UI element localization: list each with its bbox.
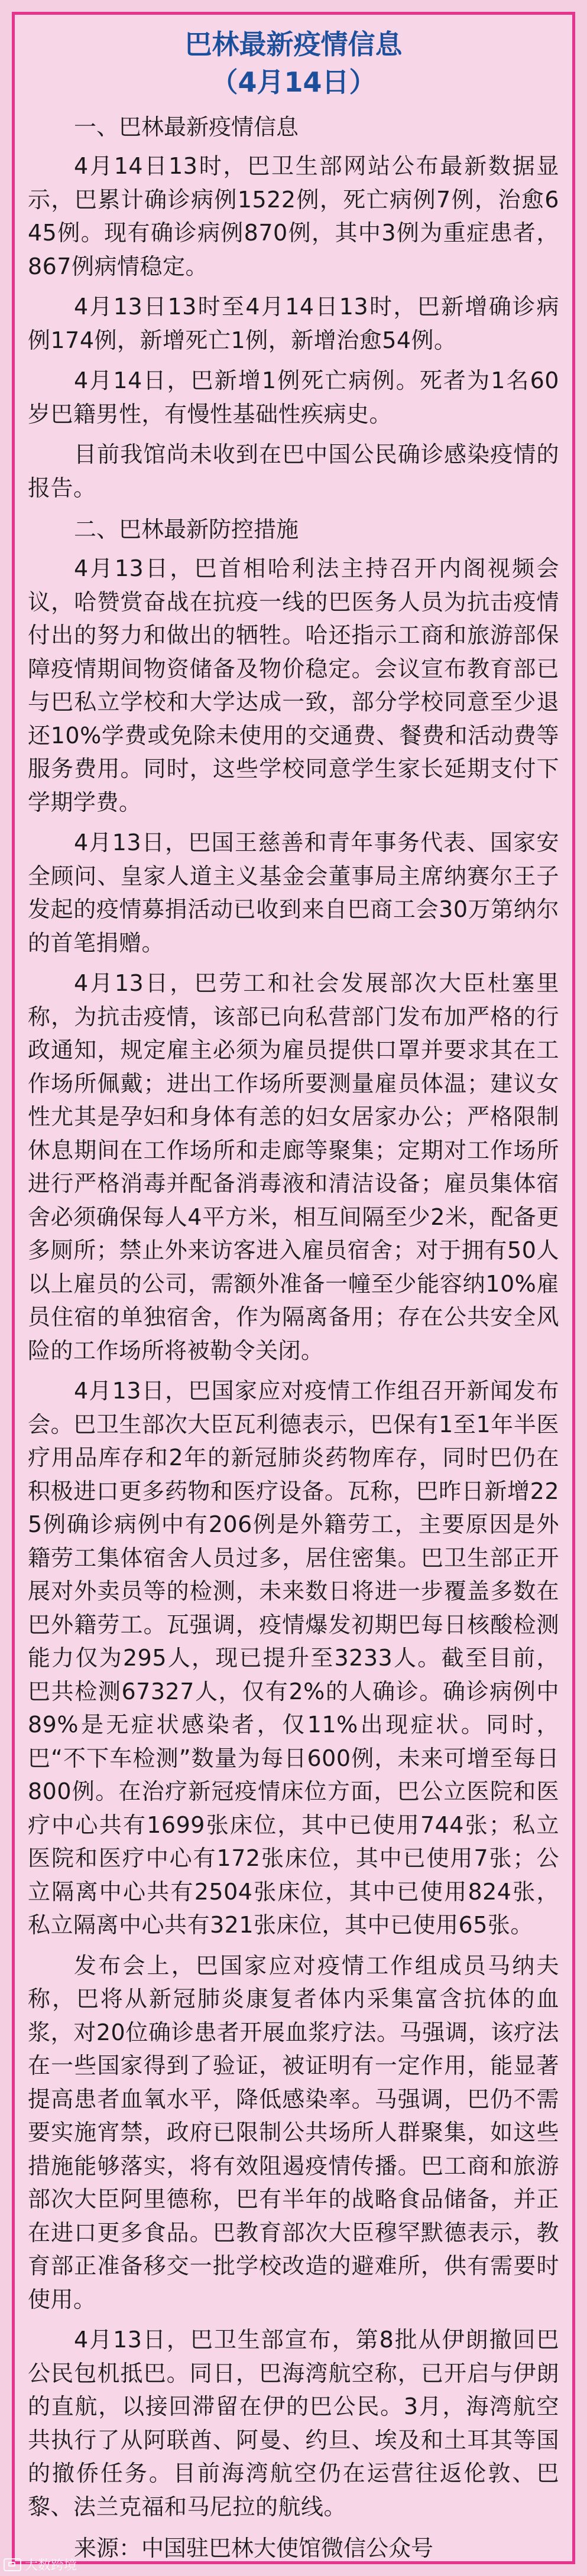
document-body: [28, 25, 559, 2561]
section-2-paragraph: 4月13日，巴国王慈善和青年事务代表、国家安全顾问、皇家人道主义基金会董事局主席纳赛尔王子发起的疫情募捐活动已收到来自巴商工会30万第纳尔的首笔捐赠。: [28, 830, 559, 956]
section-2-paragraph: 4月13日，巴首相哈利法主持召开内阁视频会议，哈赞赏奋战在抗疫一线的巴医务人员为抗击疫情付出的努力和做出的牺牲。哈还指示工商和旅游部保障疫情期间物资储备及物价稳定。会议宣布教育部已与巴私立学校和大学达成一致，部分学校同意至少退还10%学费或免除未使用的交通费、餐费和活动费等服务费用。同时，这些学校同意学生家长延期支付下学期学费。: [28, 555, 559, 815]
section-1-paragraph: 4月14日13时，巴卫生部网站公布最新数据显示，巴累计确诊病例1522例，死亡病例7例，治愈645例。现有确诊病例870例，其中3例为重症患者，867例病情稳定。: [28, 153, 559, 279]
watermark: [4, 2555, 77, 2574]
document-page: [12, 12, 575, 2564]
section-1-heading: 一、巴林最新疫情信息: [74, 114, 299, 140]
document-title: 巴林最新疫情信息: [184, 28, 403, 60]
section-2-paragraph: 4月13日，巴卫生部宣布，第8批从伊朗撤回巴公民包机抵巴。同日，巴海湾航空称，已开启与伊朗的直航，以接回滞留在伊的巴公民。3月，海湾航空共执行了从阿联酋、阿曼、约旦、埃及和土耳其等国的撤侨任务。目前海湾航空仍在运营往返伦敦、巴黎、法兰克福和马尼拉的航线。: [28, 2327, 559, 2520]
section-2-paragraph: 发布会上，巴国家应对疫情工作组成员马纳夫称，巴将从新冠肺炎康复者体内采集富含抗体的血浆，对20位确诊患者开展血浆疗法。马强调，该疗法在一些国家得到了验证，被证明有一定作用，能显著提高患者血氧水平，降低感染率。马强调，巴仍不需要实施宵禁，政府已限制公共场所人群聚集，如这些措施能够落实，将有效阻遏疫情传播。巴工商和旅游部次大臣阿里德称，巴有半年的战略食品储备，并正在进口更多食品。巴教育部次大臣穆罕默德表示，教育部正准备移交一批学校改造的避难所，供有需要时使用。: [28, 1952, 559, 2312]
document-date: （4月14日）: [210, 66, 377, 98]
section-1-paragraph: 4月14日，巴新增1例死亡病例。死者为1名60岁巴籍男性，有慢性基础性疾病史。: [28, 367, 559, 427]
section-2-paragraph: 4月13日，巴劳工和社会发展部次大臣杜塞里称，为抗击疫情，该部已向私营部门发布加严格的行政通知，规定雇主必须为雇员提供口罩并要求其在工作场所佩戴；进出工作场所要测量雇员体温；建议女性尤其是孕妇和身体有恙的妇女居家办公；严格限制休息期间在工作场所和走廊等聚集；定期对工作场所进行严格消毒并配备消毒液和清洁设备；雇员集体宿舍必须确保每人4平方米，相互间隔至少2米，配备更多厕所；禁止外来访客进入雇员宿舍；对于拥有50人以上雇员的公司，需额外准备一幢至少能容纳10%雇员住宿的单独宿舍，作为隔离备用；存在公共安全风险的工作场所将被勒令关闭。: [28, 970, 559, 1364]
section-1-paragraph: 目前我馆尚未收到在巴中国公民确诊感染疫情的报告。: [28, 441, 559, 501]
watermark-text: 大数跨境: [25, 2558, 77, 2573]
section-2-paragraph: 4月13日，巴国家应对疫情工作组召开新闻发布会。巴卫生部次大臣瓦利德表示，巴保有1至1年半医疗用品库存和2年的新冠肺炎药物库存，同时巴仍在积极进口更多药物和医疗设备。瓦称，巴昨日新增225例确诊病例中有206例是外籍劳工，主要原因是外籍劳工集体宿舍人员过多，居住密集。巴卫生部正开展对外卖员等的检测，未来数日将进一步覆盖多数在巴外籍劳工。瓦强调，疫情爆发初期巴每日核酸检测能力仅为295人，现已提升至3233人。截至目前，巴共检测67327人，仅有2%的人确诊。确诊病例中89%是无症状感染者，仅11%出现症状。同时，巴“不下车检测”数量为每日600例，未来可增至每日800例。在治疗新冠疫情床位方面，巴公立医院和医疗中心共有1699张床位，其中已使用744张；私立医院和医疗中心有172张床位，其中已使用7张；公立隔离中心共有2504张床位，其中已使用824张，私立隔离中心共有321张床位，其中已使用65张。: [28, 1378, 559, 1938]
section-1-paragraph: 4月13日13时至4月14日13时，巴新增确诊病例174例，新增死亡1例，新增治愈54例。: [28, 294, 559, 353]
source-line: 来源：中国驻巴林大使馆微信公众号: [74, 2535, 434, 2561]
watermark-logo-icon: [4, 2558, 21, 2571]
section-2-heading: 二、巴林最新防控措施: [74, 516, 299, 542]
